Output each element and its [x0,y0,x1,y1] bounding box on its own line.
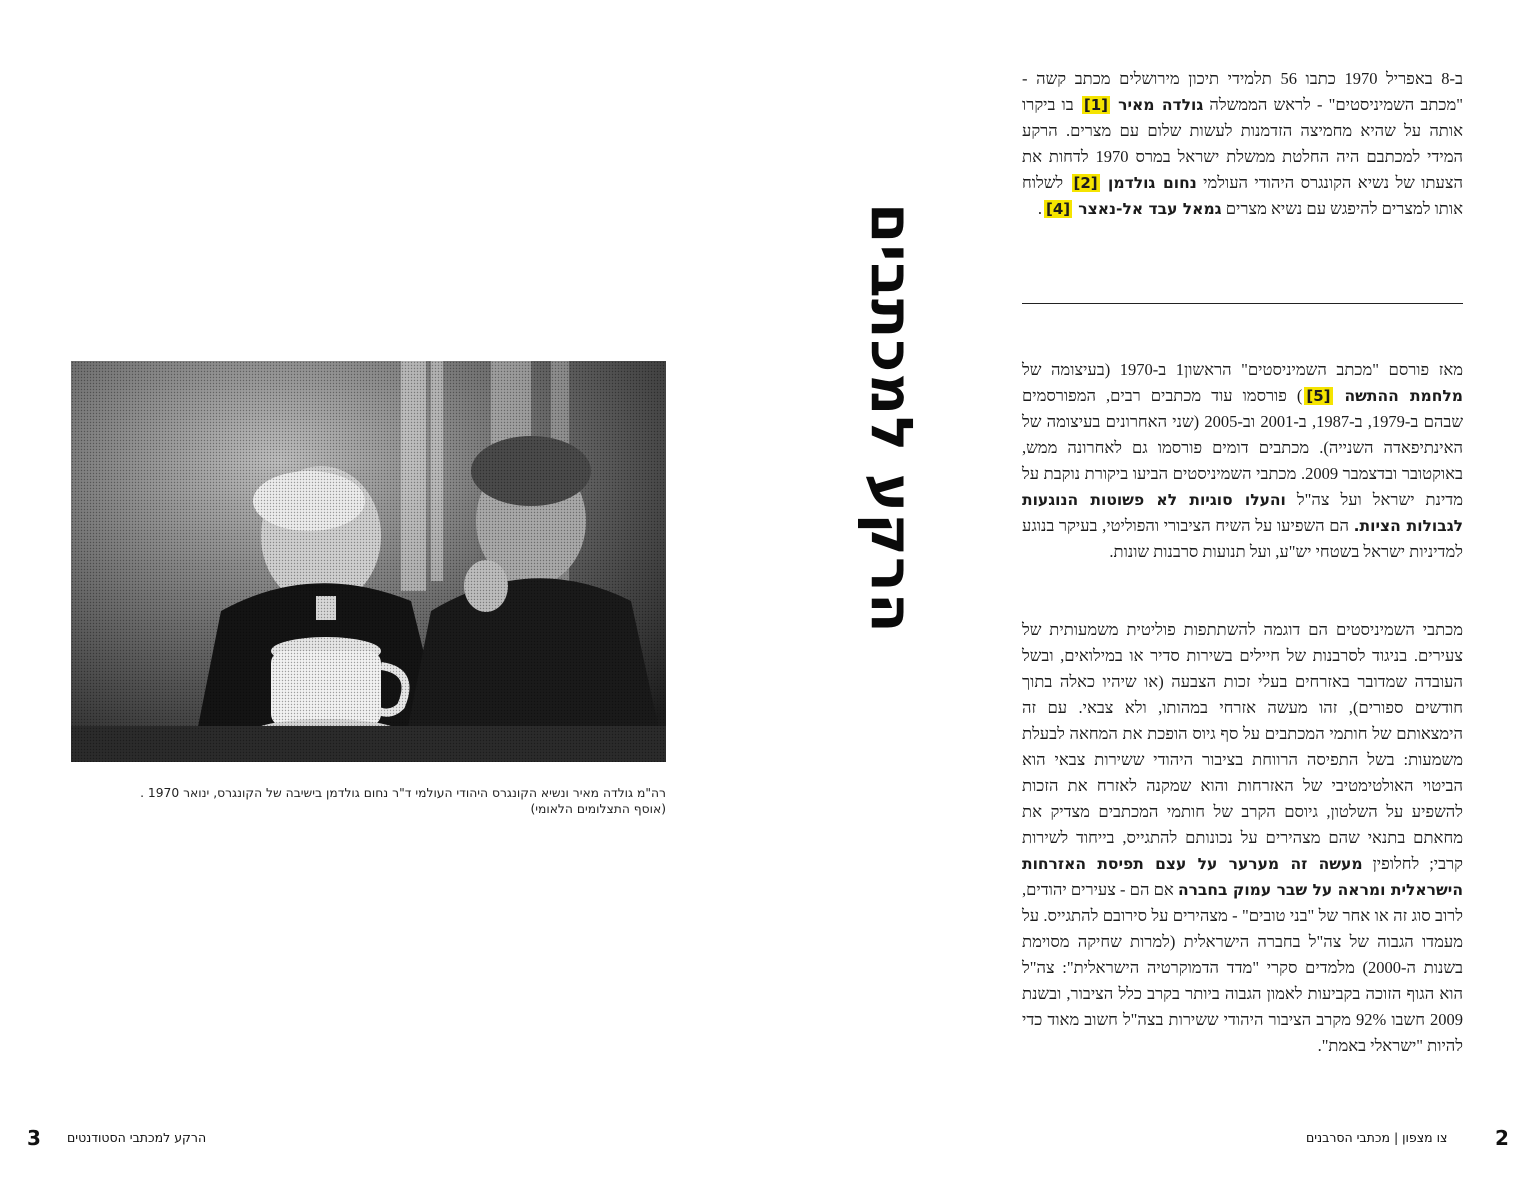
running-footer-left: הרקע למכתבי הסטודנטים [67,1130,207,1145]
page-number-right: 2 [1495,1126,1509,1150]
footnote-ref-4[interactable]: [4] [1045,200,1071,218]
caption-line-1: רה"מ גולדה מאיר ונשיא הקונגרס היהודי העולמי ד"ר נחום גולדמן בישיבה של הקונגרס, ינואר 1970 . [140,786,666,800]
bold-phrase-citizenship: מעשה זה מערער על עצם תפיסת האזרחות הישראלית ומראה על שבר עמוק בחברה [1022,855,1463,899]
name-nasser: גמאל עבד אל-נאצר [1078,200,1222,218]
footnote-ref-1[interactable]: [1] [1083,96,1108,114]
body-paragraph-2: מכתבי השמיניסטים הם דוגמה להשתתפות פוליטית משמעותית של צעירים. בניגוד לסרבנות של חיילים בשירות סדיר או במילואים, ובשל העובדה שמדובר באזרחים בעלי זכות הצבעה (או שיהיו כאלה בתוך חודשים ספורים), זהו מעשה אזרחי במהותו, ולא צבאי. עם זה הימצאותם של חותמי המכתבים על סף גיוס הופכת את המחאה לבעלת משמעות: בשל התפיסה הרווחת בציבור היהודי ששירות צבאי הוא הביטוי האולטימטיבי של האזרחות והוא שמקנה לאזרח את הזכות להשפיע על השלטון, גיוסם הקרב של חותמי המכתבים מצדיק את מחאתם בתנאי שהם מצהירים על נכונותם להתגייס, בייחוד לשירות קרבי; לחלופין מעשה זה מערער על עצם תפיסת האזרחות הישראלית ומראה על שבר עמוק בחברה אם הם - צעירים יהודים, לרוב סוג זה או אחר של "בני טובים" - מצהירים על סירובם להתגייס. על מעמדו הגבוה של צה"ל בחברה הישראלית (למרות שחיקה מסוימת בשנות ה-2000) מלמדים סקרי "מדד הדמוקרטיה הישראלית": צה"ל הוא הגוף הזוכה בקביעות לאמון הגבוה ביותר בקרב כלל הציבור, ובשנת 2009 חשבו 92% מקרב הציבור היהודי ששירות בצה"ל חשוב מאוד כדי להיות "ישראלי באמת". [1022,620,1464,1055]
section-divider [1022,303,1463,304]
page-title: הרקע למכתבים [858,203,926,634]
running-footer-right: צו מצפון | מכתבי הסרבנים [1306,1130,1448,1145]
photo-caption [71,785,666,817]
archival-photo [71,361,666,762]
intro-paragraph: ב-8 באפריל 1970 כתבו 56 תלמידי תיכון מירושלים מכתב קשה - "מכתב השמיניסטים" - לראש הממשלה גולדה מאיר [1] בו ביקרו אותה על שהיא מחמיצה הזדמנות לעשות שלום עם מצרים. הרקע המידי למכתבם היה החלטת ממשלת ישראל במרס 1970 לדחות את הצעתו של נשיא הקונגרס היהודי העולמי נחום גולדמן [2] לשלוח אותו למצרים להיפגש עם נשיא מצרים גמאל עבד אל-נאצר [4]. [1022,69,1464,218]
bold-phrase-obedience: והעלו סוגיות לא פשוטות הנוגעות לגבולות הציות. [1022,491,1464,535]
name-golda-meir: גולדה מאיר [1118,96,1204,114]
caption-credit: (אוסף התצלומים הלאומי) [530,802,666,816]
body-paragraph-1: מאז פורסם "מכתב השמיניסטים" הראשון1 ב-1970 (בעיצומה של מלחמת ההתשה [5]) פורסמו עוד מכתבים רבים, המפורסמים שבהם ב-1979, ב-1987, ב-2001 וב-2005 (שני האחרונים בעיצומה של האינתיפאדה השנייה). מכתבים דומים פורסמו גם לאחרונה ממש, באוקטובר ובדצמבר 2009. מכתבי השמיניסטים הביעו ביקורת נוקבת על מדינת ישראל ועל צה"ל והעלו סוגיות לא פשוטות הנוגעות לגבולות הציות. הם השפיעו על השיח הציבורי והפוליטי, בעיקר בנוגע למדיניות ישראל בשטחי יש"ע, ועל תנועות סרבנות שונות. [1022,360,1464,561]
term-war-of-attrition: מלחמת ההתשה [1344,387,1463,405]
name-nahum-goldmann: נחום גולדמן [1108,174,1197,192]
footnote-ref-5[interactable]: [5] [1306,387,1331,405]
page-number-left: 3 [27,1126,41,1150]
footnote-ref-2[interactable]: [2] [1073,174,1098,192]
